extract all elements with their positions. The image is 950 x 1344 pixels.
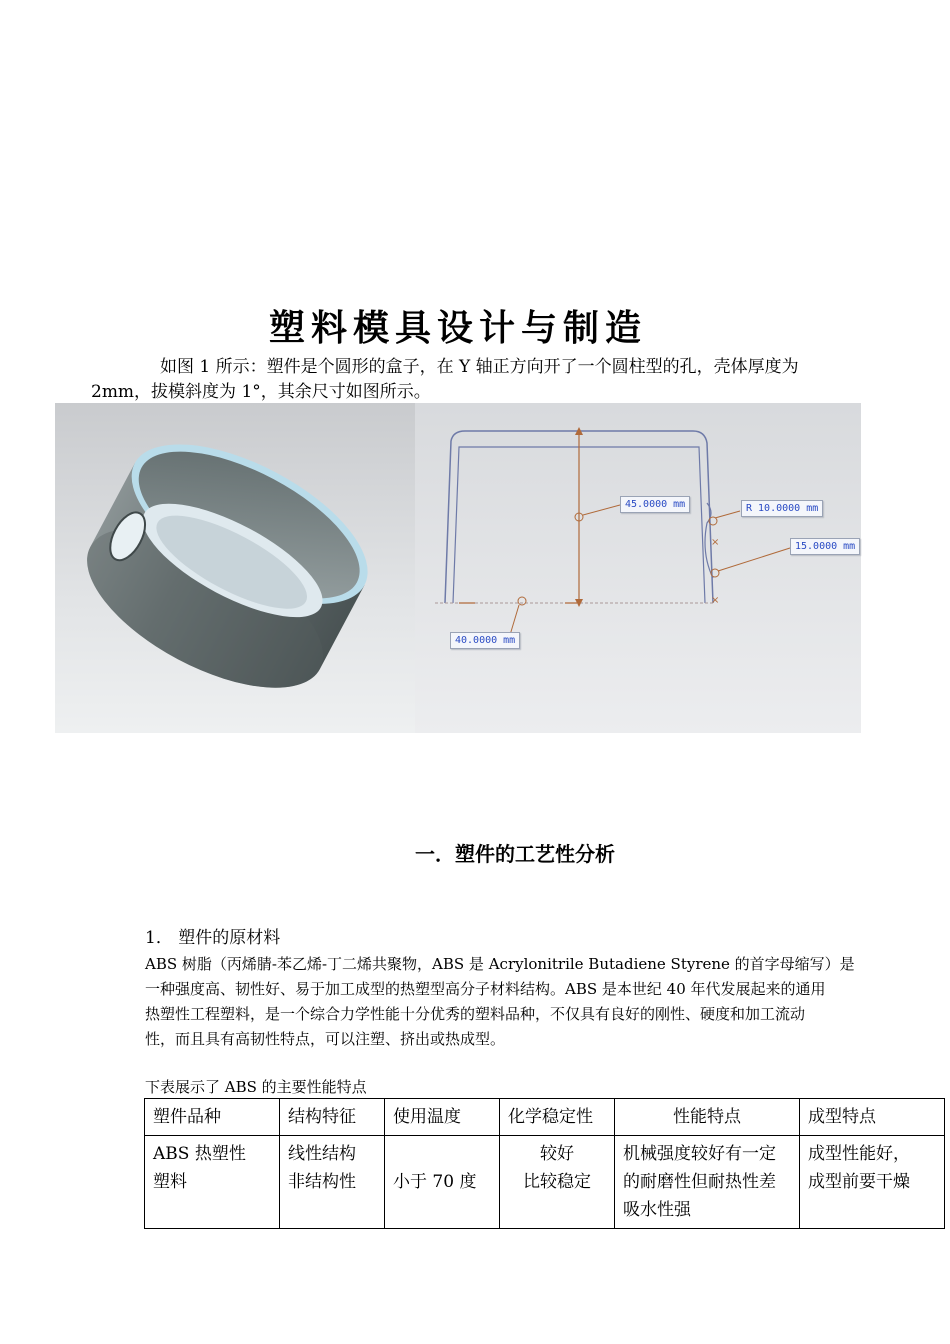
table-header-row: [145, 1099, 945, 1136]
hole-dimension-label: 15.0000 mm: [790, 538, 860, 555]
height-dimension-label: 45.0000 mm: [620, 496, 690, 513]
body-line-1: ABS 树脂（丙烯腈-苯乙烯-丁二烯共聚物，ABS 是 Acrylonitrile Butadiene Styrene 的首字母缩写）是: [145, 955, 855, 973]
body-line-3: 热塑性工程塑料，是一个综合力学性能十分优秀的塑料品种，不仅具有良好的刚性、硬度和加工流动: [145, 1005, 806, 1023]
section-sketch: [415, 403, 861, 733]
cell-line: 成型性能好，: [808, 1144, 910, 1164]
cell-line: 机械强度较好有一定: [623, 1144, 776, 1164]
cell-line: 成型前要干燥: [808, 1172, 910, 1192]
cylinder-box-render: [55, 403, 415, 733]
cell-line: 的耐磨性但耐热性差: [623, 1172, 776, 1192]
figure-2d-drawing: [415, 403, 861, 733]
cell-line: 塑料: [153, 1172, 187, 1192]
cell-line: 线性结构: [288, 1144, 356, 1164]
table-cell: 小于 70 度: [385, 1136, 500, 1229]
table-header-cell: 性能特点: [615, 1099, 800, 1136]
table-header-cell: 塑件品种: [145, 1099, 280, 1136]
table-row: [145, 1136, 945, 1229]
body-line-2: 一种强度高、韧性好、易于加工成型的热塑型高分子材料结构。ABS 是本世纪 40 年代发展起来的通用: [145, 980, 826, 998]
table-cell: [280, 1136, 385, 1229]
table-header-cell: 结构特征: [280, 1099, 385, 1136]
table-header-cell: 化学稳定性: [500, 1099, 615, 1136]
table-cell: [800, 1136, 945, 1229]
intro-line-1: 如图 1 所示：塑件是个圆形的盒子，在 Y 轴正方向开了一个圆柱型的孔，壳体厚度为: [160, 357, 799, 377]
table-caption: 下表展示了 ABS 的主要性能特点: [145, 1078, 367, 1096]
cell-line: 非结构性: [288, 1172, 356, 1192]
cell-line: 较好: [540, 1144, 574, 1164]
table-header-cell: 使用温度: [385, 1099, 500, 1136]
intro-line-2: 2mm，拔模斜度为 1°，其余尺寸如图所示。: [91, 382, 431, 402]
svg-text:×: ×: [711, 595, 720, 606]
table-cell: [615, 1136, 800, 1229]
cell-line: ABS 热塑性: [153, 1144, 246, 1164]
subsection-heading: 1． 塑件的原材料: [145, 928, 281, 948]
width-dimension-label: 40.0000 mm: [450, 632, 520, 649]
table-cell: [145, 1136, 280, 1229]
cell-line: 比较稳定: [523, 1172, 591, 1192]
section-heading: 一．塑件的工艺性分析: [415, 842, 615, 866]
figure-3d-render: [55, 403, 415, 733]
cell-line: 吸水性强: [623, 1200, 691, 1220]
table-cell: [500, 1136, 615, 1229]
abs-properties-table: [144, 1098, 945, 1229]
document-title: 塑料模具设计与制造: [268, 307, 647, 349]
figure-1: [55, 403, 861, 733]
table-header-cell: 成型特点: [800, 1099, 945, 1136]
svg-text:×: ×: [711, 537, 720, 548]
radius-dimension-label: R 10.0000 mm: [741, 500, 823, 517]
body-line-4: 性，而且具有高韧性特点，可以注塑、挤出或热成型。: [145, 1030, 506, 1048]
